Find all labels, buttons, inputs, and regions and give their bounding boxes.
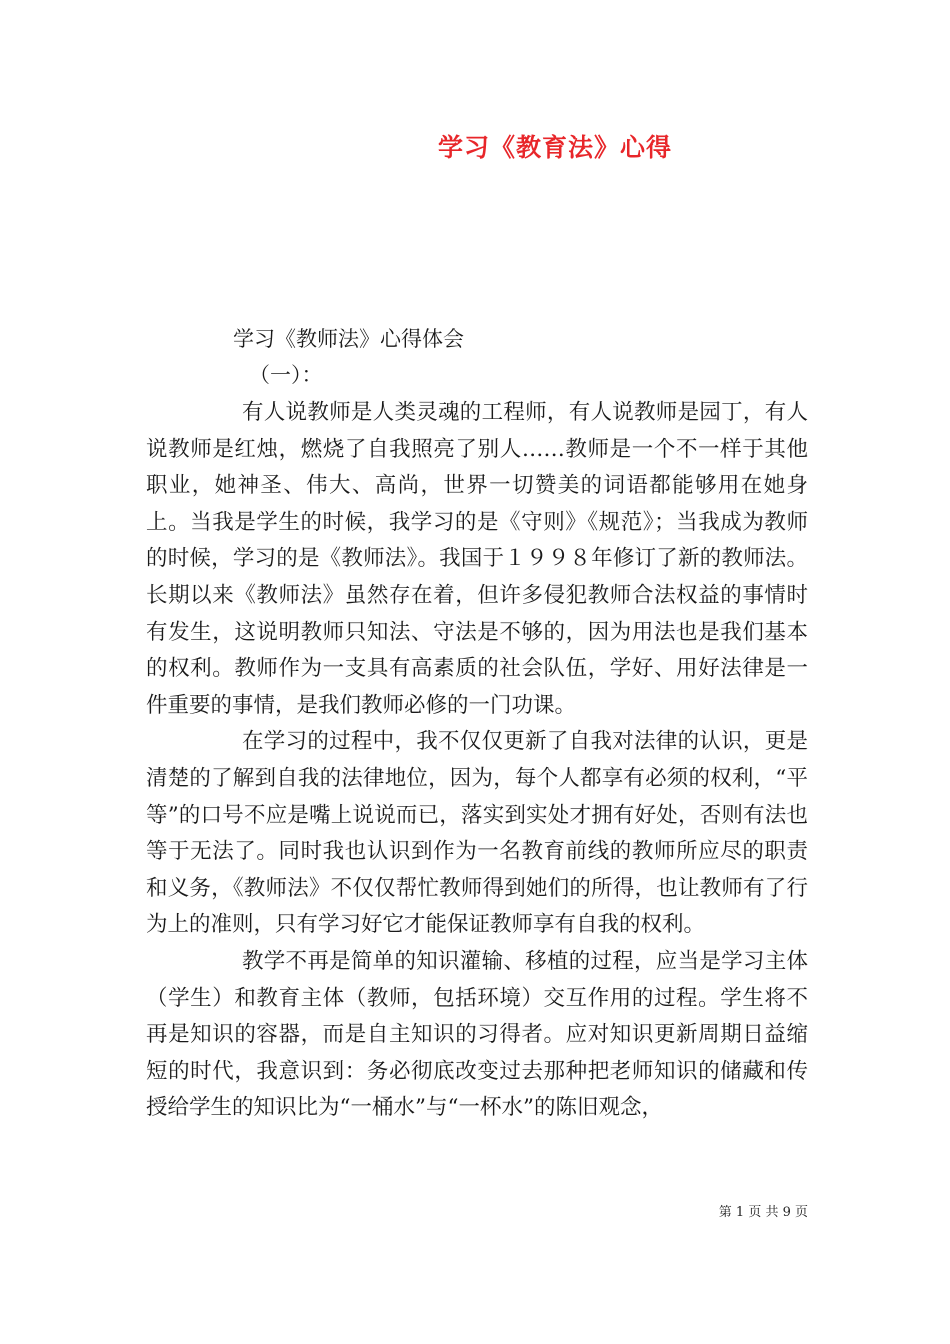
section-label: （一）： (249, 363, 323, 387)
body-text (146, 395, 808, 1127)
paragraph-1: 有人说教师是人类灵魂的工程师，有人说教师是园丁，有人说教师是红烛，燃烧了自我照亮了别人……教师是一个不一样于其他职业，她神圣、伟大、高尚，世界一切赞美的词语都能够用在她身上。当我是学生的时候，我学习的是《守则》《规范》；当我成为教师的时候，学习的是《教师法》。我国于１９９８年修订了新的教师法。长期以来《教师法》虽然存在着，但许多侵犯教师合法权益的事情时有发生，这说明教师只知法、守法是不够的，因为用法也是我们基本的权利。教师作为一支具有高素质的社会队伍，学好、用好法律是一件重要的事情，是我们教师必修的一门功课。 (146, 400, 808, 718)
page-number-footer: 第 1 页 共 9 页 (718, 1205, 808, 1220)
page-title: 学习《教育法》心得 (437, 133, 672, 162)
paragraph-2: 在学习的过程中，我不仅仅更新了自我对法律的认识，更是清楚的了解到自我的法律地位，因为，每个人都享有必须的权利，“平等”的口号不应是嘴上说说而已，落实到实处才拥有好处，否则有法也等于无法了。同时我也认识到作为一名教育前线的教师所应尽的职责和义务，《教师法》不仅仅帮忙教师得到她们的所得，也让教师有了行为上的准则，只有学习好它才能保证教师享有自我的权利。 (146, 729, 808, 938)
document-subtitle: 学习《教师法》心得体会 (233, 327, 464, 351)
paragraph-3: 教学不再是简单的知识灌输、移植的过程，应当是学习主体（学生）和教育主体（教师，包括环境）交互作用的过程。学生将不再是知识的容器，而是自主知识的习得者。应对知识更新周期日益缩短的时代，我意识到：务必彻底改变过去那种把老师知识的储藏和传授给学生的知识比为“一桶水”与“一杯水”的陈旧观念， (146, 948, 808, 1121)
